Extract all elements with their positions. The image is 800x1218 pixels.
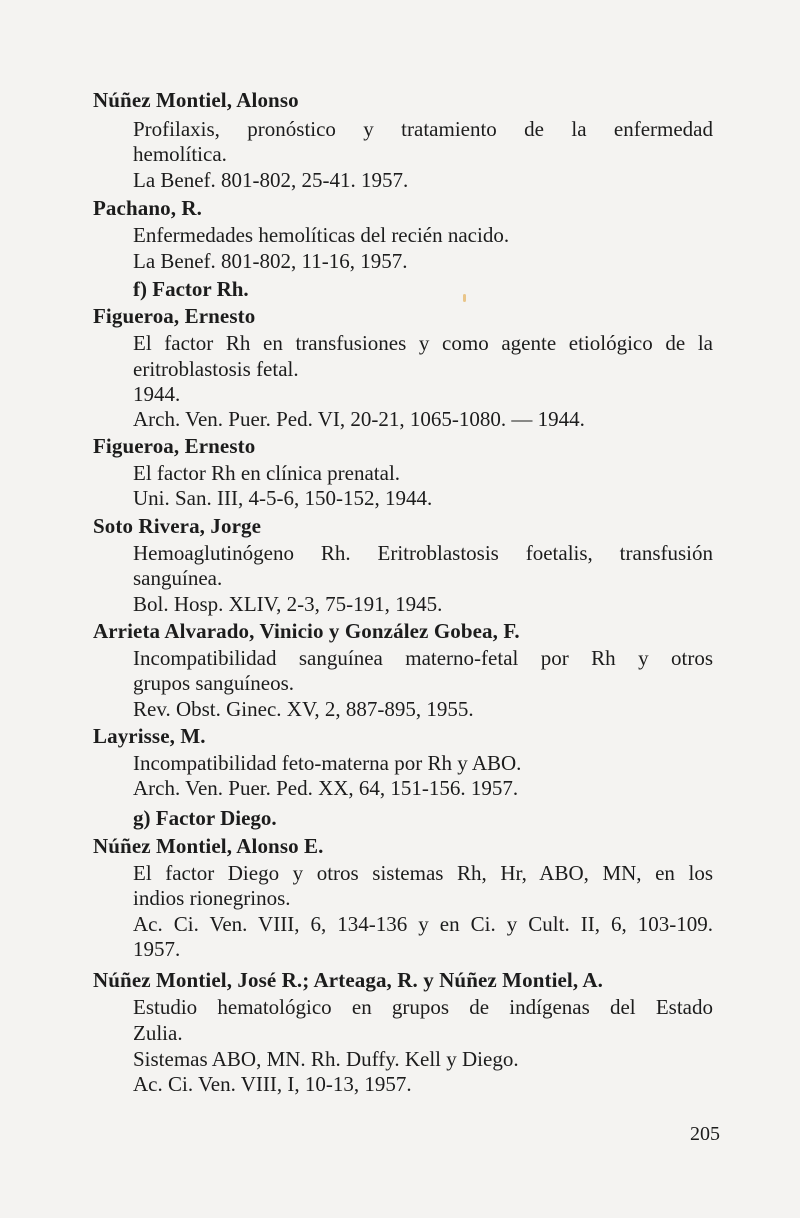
entry-title-line: Estudio hematológico en grupos de indígenas del Estado xyxy=(133,995,713,1019)
entry-citation: Arch. Ven. Puer. Ped. VI, 20-21, 1065-1080. — 1944. xyxy=(133,407,585,431)
entry-title-line: grupos sanguíneos. xyxy=(133,671,294,695)
entry-title-line: eritroblastosis fetal. xyxy=(133,357,299,381)
entry-title-line: Enfermedades hemolíticas del recién nacido. xyxy=(133,223,510,247)
entry-citation: La Benef. 801-802, 11-16, 1957. xyxy=(133,249,408,273)
entry-year: 1944. xyxy=(133,382,181,406)
entry-title-line: Incompatibilidad feto-materna por Rh y ABO. xyxy=(133,751,522,775)
ink-speck xyxy=(463,294,466,302)
entry-year: 1957. xyxy=(133,937,181,961)
entry-author: Núñez Montiel, José R.; Arteaga, R. y Núñez Montiel, A. xyxy=(93,968,604,992)
entry-author: Arrieta Alvarado, Vinicio y González Gobea, F. xyxy=(93,619,520,643)
entry-title-line: El factor Rh en clínica prenatal. xyxy=(133,461,401,485)
section-heading: f) Factor Rh. xyxy=(133,277,249,301)
entry-author: Soto Rivera, Jorge xyxy=(93,514,262,538)
entry-title-line: El factor Rh en transfusiones y como agente etiológico de la xyxy=(133,331,713,355)
entry-citation: Rev. Obst. Ginec. XV, 2, 887-895, 1955. xyxy=(133,697,474,721)
entry-citation: Ac. Ci. Ven. VIII, I, 10-13, 1957. xyxy=(133,1072,412,1096)
entry-title-line: indios rionegrinos. xyxy=(133,886,291,910)
entry-subtitle-line: Sistemas ABO, MN. Rh. Duffy. Kell y Diego. xyxy=(133,1047,519,1071)
entry-title-line: Hemoaglutinógeno Rh. Eritroblastosis foetalis, transfusión xyxy=(133,541,713,565)
entry-title-line: Profilaxis, pronóstico y tratamiento de la enfermedad xyxy=(133,117,713,141)
entry-title-line: hemolítica. xyxy=(133,142,227,166)
entry-author: Núñez Montiel, Alonso xyxy=(93,88,299,112)
entry-citation: Arch. Ven. Puer. Ped. XX, 64, 151-156. 1957. xyxy=(133,776,519,800)
section-heading: g) Factor Diego. xyxy=(133,806,277,830)
entry-title-line: El factor Diego y otros sistemas Rh, Hr, ABO, MN, en los xyxy=(133,861,713,885)
entry-author: Figueroa, Ernesto xyxy=(93,434,256,458)
entry-title-line: Incompatibilidad sanguínea materno-fetal por Rh y otros xyxy=(133,646,713,670)
page-number: 205 xyxy=(690,1123,720,1145)
entry-title-line: sanguínea. xyxy=(133,566,223,590)
entry-citation: La Benef. 801-802, 25-41. 1957. xyxy=(133,168,409,192)
entry-author: Pachano, R. xyxy=(93,196,203,220)
entry-citation: Ac. Ci. Ven. VIII, 6, 134-136 y en Ci. y Cult. II, 6, 103-109. xyxy=(133,912,713,936)
entry-author: Layrisse, M. xyxy=(93,724,206,748)
entry-citation: Bol. Hosp. XLIV, 2-3, 75-191, 1945. xyxy=(133,592,443,616)
entry-author: Figueroa, Ernesto xyxy=(93,304,256,328)
entry-title-line: Zulia. xyxy=(133,1021,183,1045)
entry-author: Núñez Montiel, Alonso E. xyxy=(93,834,324,858)
entry-citation: Uni. San. III, 4-5-6, 150-152, 1944. xyxy=(133,486,433,510)
